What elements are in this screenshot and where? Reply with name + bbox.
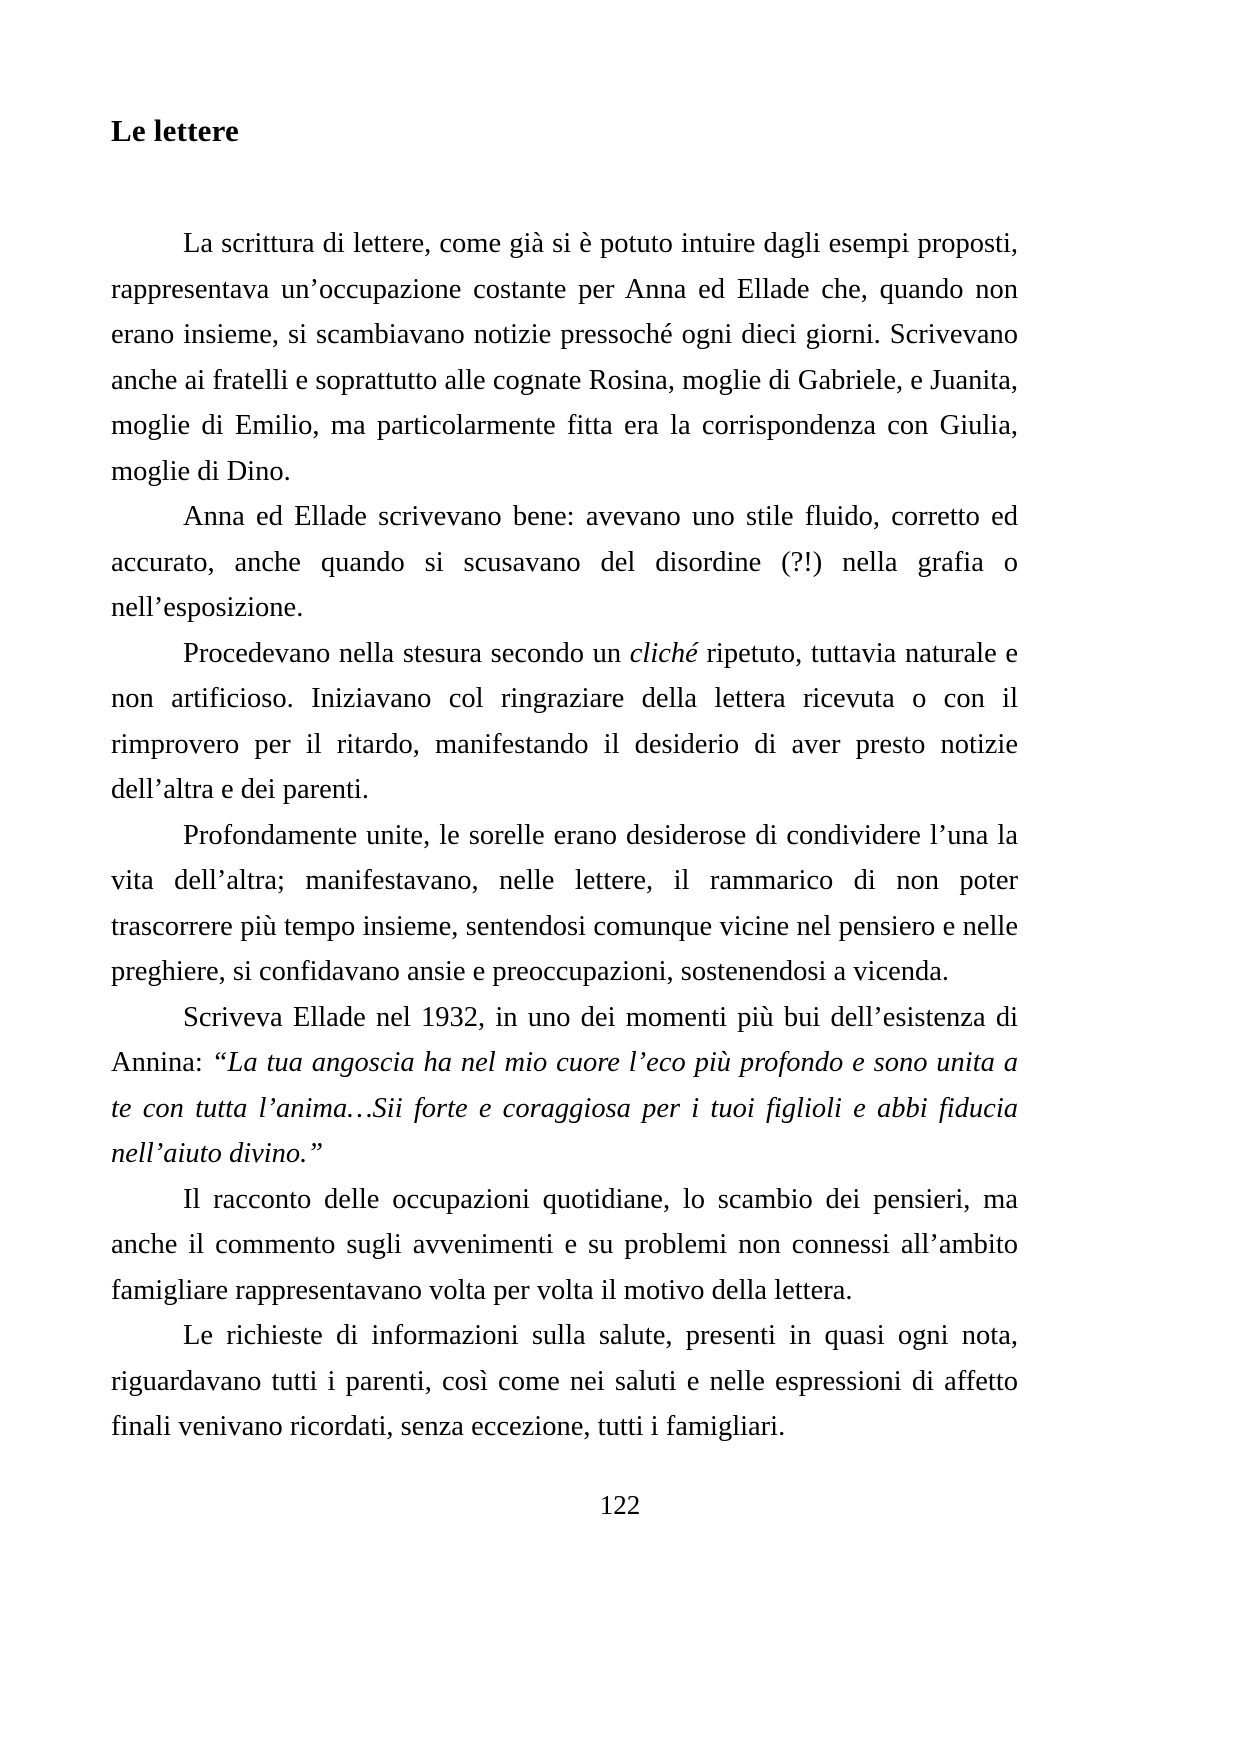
page-title: Le lettere xyxy=(111,113,239,148)
paragraph-7: Le richieste di informazioni sulla salute, presenti in quasi ogni nota, riguardavano tutti i parenti, così come nei saluti e nelle espressioni di affetto finali venivano ricordati, senza eccezione, tutti i famigliari. xyxy=(111,1320,1018,1443)
paragraph-1: La scrittura di lettere, come già si è potuto intuire dagli esempi proposti, rappresentava un’occupazione costante per Anna ed Ellade che, quando non erano insieme, si scambiavano notizie pressoché ogni dieci giorni. Scrivevano anche ai fratelli e soprattutto alle cognate Rosina, moglie di Gabriele, e Juanita, moglie di Emilio, ma particolarmente fitta era la corrispondenza con Giulia, moglie di Dino. xyxy=(111,228,1018,487)
paragraph-3-italic-term: cliché xyxy=(629,637,698,669)
paragraph-5 xyxy=(111,995,1018,1177)
page-number: 122 xyxy=(599,1490,641,1520)
body-text-block xyxy=(111,221,1018,1450)
paragraph-2: Anna ed Ellade scrivevano bene: avevano uno stile fluido, corretto ed accurato, anche quando si scusavano del disordine (?!) nella grafia o nell’esposizione. xyxy=(111,501,1018,624)
paragraph-5-lead: Scriveva Ellade nel 1932, in uno dei momenti più bui dell’esistenza di Annina: xyxy=(111,1001,1018,1079)
paragraph-3-lead: Procedevano nella stesura secondo un xyxy=(183,637,630,669)
paragraph-6: Il racconto delle occupazioni quotidiane, lo scambio dei pensieri, ma anche il commento sugli avvenimenti e su problemi non connessi all’ambito famigliare rappresentavano volta per volta il motivo della lettera. xyxy=(111,1183,1018,1306)
paragraph-5-quotation: “La tua angoscia ha nel mio cuore l’eco più profondo e sono unita a te con tutta l’anima…Sii forte e coraggiosa per i tuoi figlioli e abbi fiducia nell’aiuto divino.” xyxy=(111,1047,1018,1170)
paragraph-3-tail: ripetuto, tuttavia naturale e non artificioso. Iniziavano col ringraziare della lettera ricevuta o con il rimprovero per il ritardo, manifestando il desiderio di aver presto notizie dell’altra e dei parenti. xyxy=(111,637,1019,806)
paragraph-3 xyxy=(111,631,1018,813)
paragraph-4: Profondamente unite, le sorelle erano desiderose di condividere l’una la vita dell’altra; manifestavano, nelle lettere, il rammarico di non poter trascorrere più tempo insieme, sentendosi comunque vicine nel pensiero e nelle preghiere, si confidavano ansie e preoccupazioni, sostenendosi a vicenda. xyxy=(111,819,1018,988)
